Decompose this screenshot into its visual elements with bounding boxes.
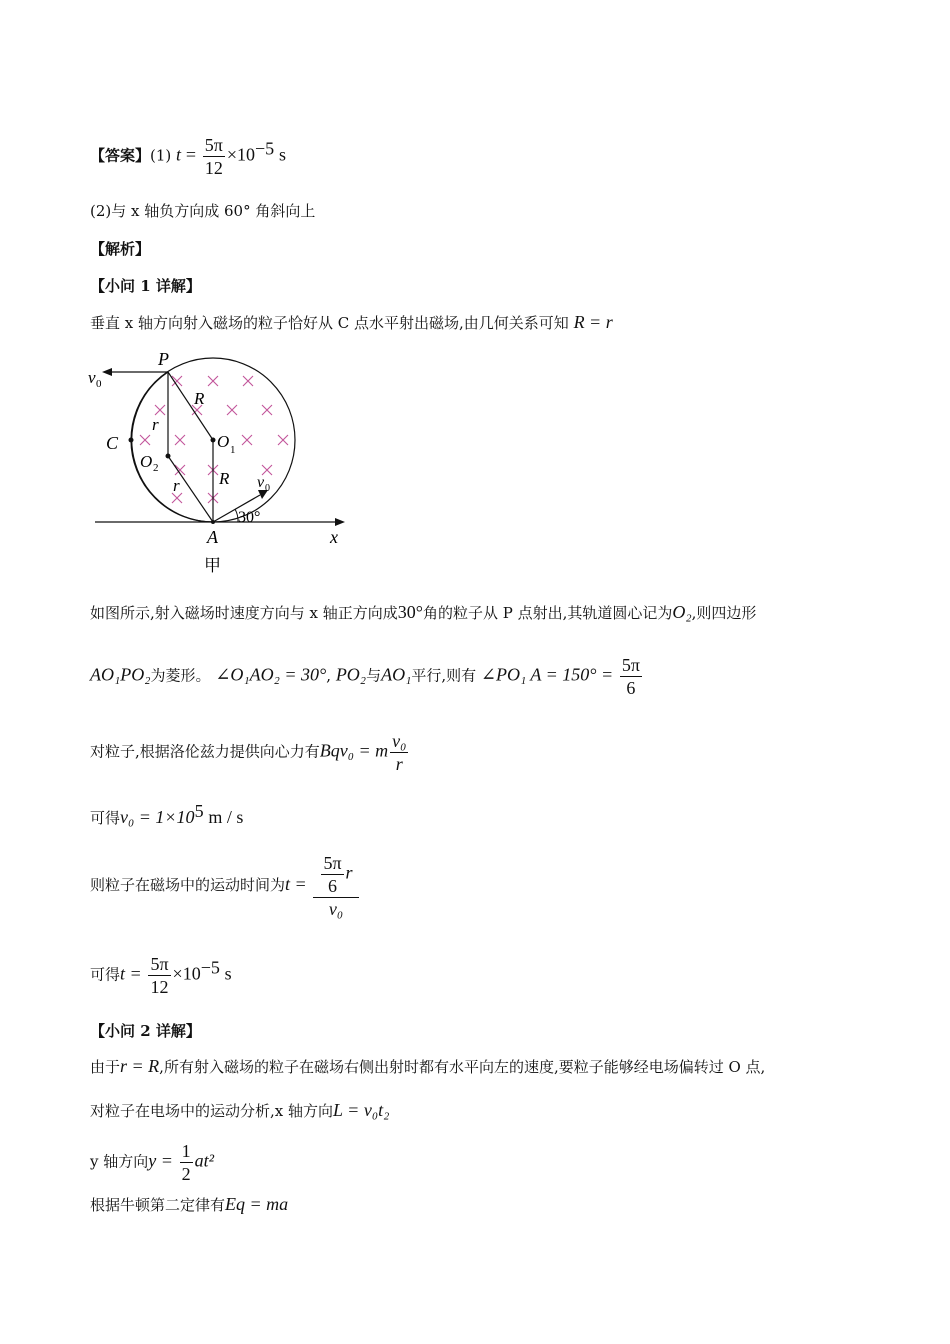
q2-paragraph-4: 根据牛顿第二定律有Eq = ma — [90, 1194, 289, 1214]
label-v0-right-sub: 0 — [265, 483, 270, 494]
q2-p3-fraction: $\frac{1}{2}$ — [181, 1141, 191, 1184]
q2-paragraph-1: 由于r = R,所有射入磁场的粒子在磁场右侧出射时都有水平向左的速度,要粒子能够经电场偏转过 O 点, — [90, 1056, 766, 1076]
answer-factor: ×10 — [226, 144, 256, 165]
answer-line: 【答案】(1) t = $\frac{5\pi}{12}$ $\times 10^{-5}$ s — [90, 135, 286, 178]
x-axis-arrow — [335, 518, 345, 526]
label-v0-left: v — [88, 368, 96, 387]
label-R-mid: R — [219, 469, 230, 488]
label-O1: O — [217, 432, 230, 451]
answer-part1-prefix: (1) — [150, 146, 172, 165]
label-P: P — [158, 349, 169, 369]
point-O2 — [166, 454, 171, 459]
p6-fraction: $\frac{5\pi}{12}$ — [150, 954, 169, 997]
paragraph-6: 可得t = $\frac{5\pi}{12}$ $\times 10^{-5}$ s — [90, 954, 232, 997]
answer-var: t — [176, 144, 182, 165]
point-C — [129, 438, 134, 443]
answer-label: 【答案】 — [90, 146, 151, 165]
point-A — [211, 520, 215, 524]
label-O1-sub: 1 — [230, 444, 236, 456]
q1-intro-text: 垂直 x 轴方向射入磁场的粒子恰好从 C 点水平射出磁场,由几何关系可知 — [90, 314, 569, 332]
q2-paragraph-3: y 轴方向y = $\frac{1}{2}$ at² — [90, 1141, 215, 1184]
paragraph-1: 如图所示,射入磁场时速度方向与 x 轴正方向成30°角的粒子从 P 点射出,其轨道圆心记为O₂,则四边形 — [90, 602, 757, 622]
label-v0-right: v — [257, 474, 265, 491]
label-O2-sub: 2 — [153, 462, 159, 474]
paragraph-4: 可得$v_0 = 1\times 10^5$ m / s — [90, 801, 244, 827]
label-O2: O — [140, 452, 153, 471]
p5-compound-fraction: $\frac{5\pi}{6}$ r v₀ — [313, 852, 358, 920]
p2-fraction: $\frac{5\pi}{6}$ — [621, 655, 640, 698]
q1-label: 【小问 1 详解】 — [90, 277, 201, 295]
label-v0-left-sub: 0 — [96, 378, 102, 390]
paragraph-3: 对粒子,根据洛伦兹力提供向心力有Bqv₀ = m $\frac{\text{v₀}}{r}$ — [90, 731, 407, 774]
answer-exp: −5 — [255, 138, 275, 159]
figure-diagram — [80, 345, 370, 580]
answer-unit: s — [278, 144, 286, 165]
q1-intro — [90, 312, 613, 333]
label-C: C — [106, 433, 119, 453]
point-O1 — [211, 438, 216, 443]
q2-paragraph-2: 对粒子在电场中的运动分析,x 轴方向L = v₀t₂ — [90, 1100, 390, 1120]
paragraph-5: 则粒子在磁场中的运动时间为t = $\frac{5\pi}{6}$ r v₀ — [90, 852, 361, 920]
q2-label: 【小问 2 详解】 — [90, 1022, 201, 1040]
label-A: A — [207, 527, 218, 547]
p3-fraction: $\frac{\text{v₀}}{r}$ — [392, 731, 407, 774]
label-angle: 30° — [238, 509, 261, 526]
answer-part2: (2)与 x 轴负方向成 60° 角斜向上 — [90, 202, 316, 220]
v0-left-arrowhead — [102, 368, 112, 376]
q1-intro-math: R = r — [573, 312, 613, 332]
label-r-bot: r — [173, 476, 180, 495]
paragraph-2: AO₁PO₂为菱形。 ∠O₁AO₂ = 30°, PO₂与AO₁平行,则有 ∠PO₁ A = 150° = $\frac{5\pi}{6}$ — [90, 655, 640, 698]
label-R-top: R — [194, 389, 205, 408]
answer-fraction: $\frac{5\pi}{12}$ — [204, 135, 223, 178]
analysis-label: 【解析】 — [90, 240, 151, 258]
figure-caption: 甲 — [204, 556, 221, 575]
line-PO1 — [168, 372, 213, 440]
label-r-top: r — [152, 415, 159, 434]
label-x: x — [330, 527, 338, 547]
